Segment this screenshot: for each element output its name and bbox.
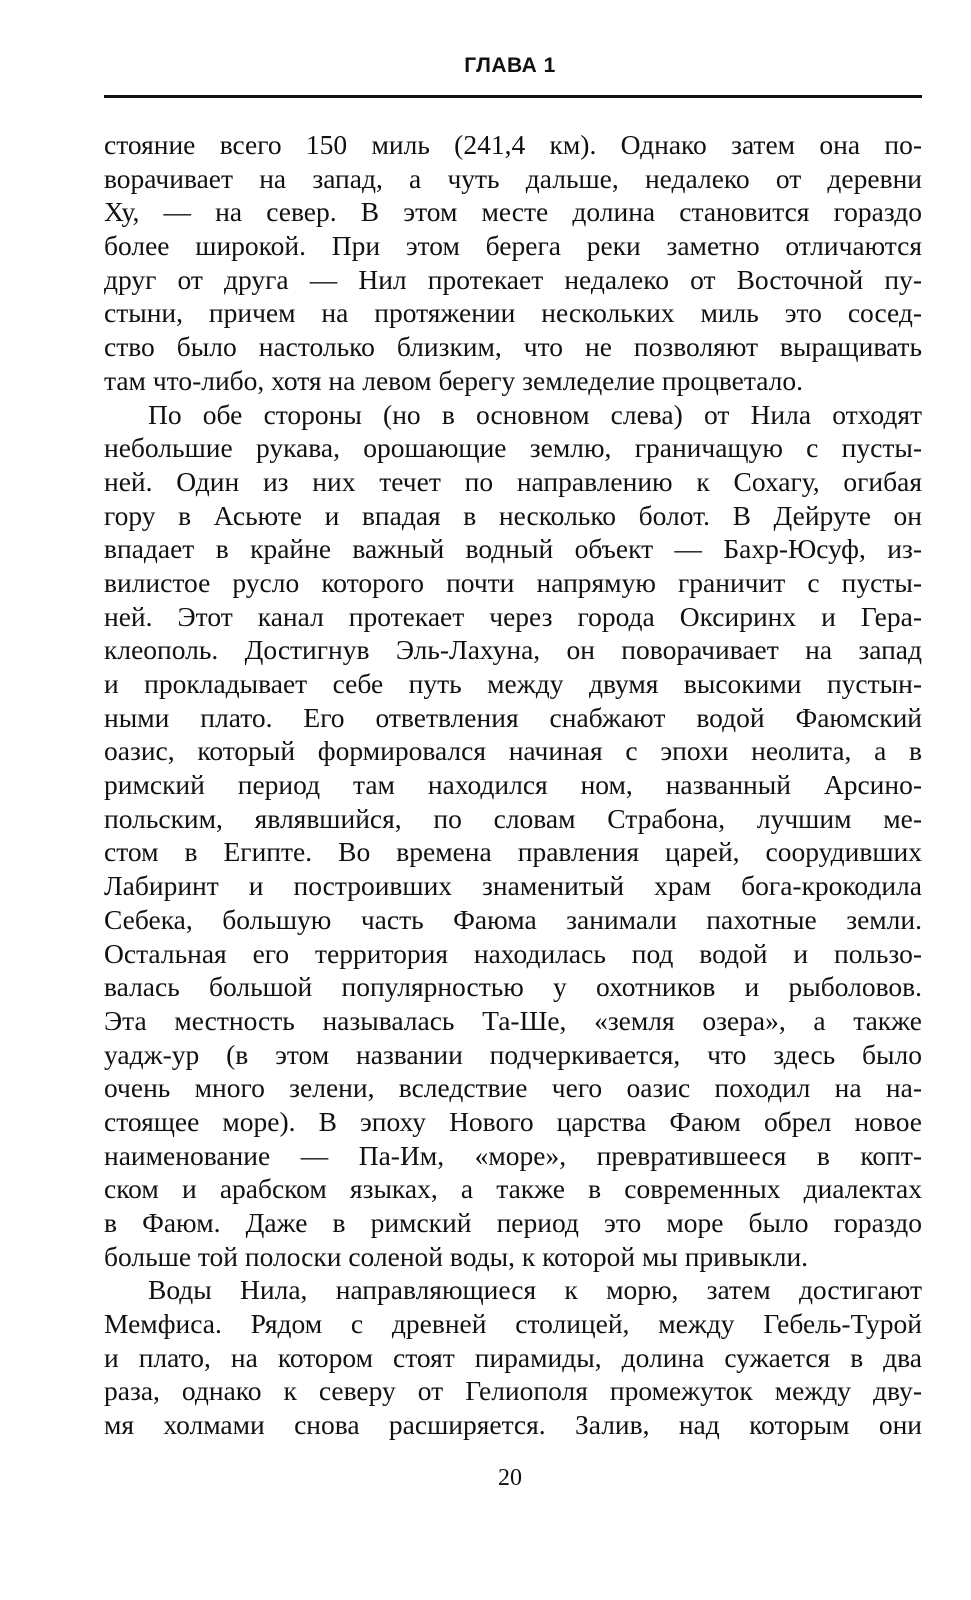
text-line: стыни, причем на протяжении нескольких миль это сосед- — [104, 297, 922, 329]
text-line: римский период там находился ном, названный Арсино- — [104, 769, 922, 801]
text-line: мя холмами снова расширяется. Залив, над которым они — [104, 1409, 922, 1441]
text-line: Себека, большую часть Фаюма занимали пахотные земли. — [104, 903, 922, 935]
text-line: Лабиринт и построивших знаменитый храм бога-крокодила — [104, 870, 922, 902]
text-line: ней. Один из них течет по направлению к Сохагу, огибая — [104, 465, 922, 497]
text-line: уадж-ур (в этом названии подчеркивается, что здесь было — [104, 1038, 922, 1070]
text-line: небольшие рукава, орошающие землю, граничащую с пусты- — [104, 432, 922, 464]
text-line: Мемфиса. Рядом с древней столицей, между Гебель-Турой — [104, 1308, 922, 1340]
text-line: стом в Египте. Во времена правления царей, соорудивших — [104, 836, 922, 868]
text-line: в Фаюм. Даже в римский период это море было гораздо — [104, 1207, 922, 1238]
text-line: ней. Этот канал протекает через города Оксиринх и Гера- — [104, 600, 922, 632]
text-line: оазис, который формировался начиная с эпохи неолита, а в — [104, 735, 922, 767]
text-line: вилистое русло которого почти напрямую граничит с пусты- — [104, 566, 922, 598]
text-line: раза, однако к северу от Гелиополя промежуток между дву- — [104, 1375, 922, 1407]
text-line: клеополь. Достигнув Эль-Лахуна, он поворачивает на запад — [104, 634, 922, 666]
chapter-header: ГЛАВА 1 — [464, 54, 556, 77]
text-line: там что-либо, хотя на левом берегу земледелие процветало. — [104, 364, 804, 396]
text-line: друг от друга — Нил протекает недалеко от Восточной пу- — [104, 263, 922, 295]
text-line: стоящее море). В эпоху Нового царства Фаюм обрел новое — [104, 1105, 922, 1137]
text-line: больше той полоски соленой воды, к которой мы привыкли. — [104, 1240, 809, 1272]
text-line: и плато, на котором стоят пирамиды, долина сужается в два — [104, 1341, 922, 1373]
text-line: впадает в крайне важный водный объект — Бахр-Юсуф, из- — [104, 533, 922, 565]
text-line: ными плато. Его ответвления снабжают водой Фаюмский — [104, 701, 922, 733]
page-number: 20 — [498, 1465, 522, 1491]
header-rule — [104, 95, 922, 98]
text-line: ском и арабском языках, а также в современных диалектах — [104, 1173, 922, 1205]
text-line: ворачивает на запад, а чуть дальше, недалеко от деревни — [104, 162, 922, 194]
text-line: ство было настолько близким, что не позволяют выращивать — [104, 331, 922, 363]
text-line: Остальная его территория находилась под водой и пользо- — [104, 937, 922, 969]
text-line: валась большой популярностью у охотников и рыболовов. — [104, 971, 922, 1003]
text-line: очень много зелени, вследствие чего оазис походил на на- — [104, 1072, 922, 1104]
text-line: Воды Нила, направляющиеся к морю, затем достигают — [148, 1274, 922, 1306]
text-line: более широкой. При этом берега реки заметно отличаются — [104, 230, 922, 262]
text-line: По обе стороны (но в основном слева) от Нила отходят — [148, 398, 922, 430]
text-line: наименование — Па-Им, «море», превратившееся в копт- — [104, 1139, 922, 1171]
text-line: стояние всего 150 миль (241,4 км). Однако затем она по- — [104, 129, 922, 160]
text-line: польским, являвшийся, по словам Страбона, лучшим ме- — [104, 802, 922, 834]
body-text — [104, 128, 922, 1442]
text-line: и прокладывает себе путь между двумя высокими пустын- — [104, 668, 922, 699]
text-line: Эта местность называлась Та-Ше, «земля озера», а также — [104, 1004, 922, 1036]
text-line: Ху, — на север. В этом месте долина становится гораздо — [104, 196, 922, 228]
text-line: гору в Асьюте и впадая в несколько болот. В Дейруте он — [104, 499, 922, 531]
